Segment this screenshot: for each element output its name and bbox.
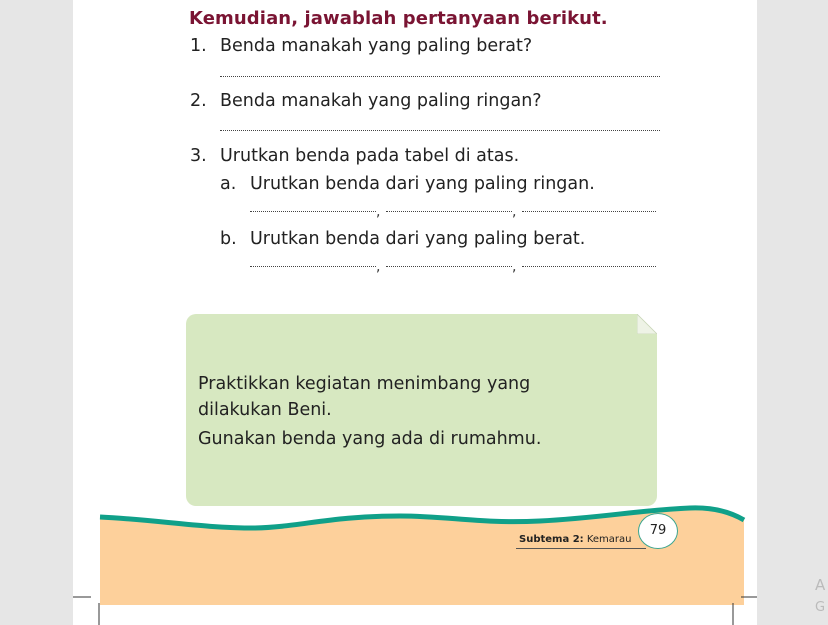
comma: , [376,259,381,275]
page-number: 79 [638,513,678,549]
subquestion-text: Urutkan benda dari yang paling berat. [250,229,586,249]
comma: , [376,204,381,220]
subtema-underline [516,548,646,549]
note-line-3: Gunakan benda yang ada di rumahmu. [198,429,542,449]
question-number: 3. [190,146,207,166]
instruction-heading: Kemudian, jawablah pertanyaan berikut. [189,8,608,29]
note-line-2: dilakukan Beni. [198,400,332,420]
question-text: Benda manakah yang paling ringan? [220,91,542,111]
subquestion-text: Urutkan benda dari yang paling ringan. [250,174,595,194]
subtema-label [519,534,632,545]
subquestion-letter: b. [220,229,237,249]
note-line-1: Praktikkan kegiatan menimbang yang [198,374,531,394]
comma: , [512,204,517,220]
subquestion-letter: a. [220,174,237,194]
question-text: Urutkan benda pada tabel di atas. [220,146,520,166]
comma: , [512,259,517,275]
question-text: Benda manakah yang paling berat? [220,36,533,56]
side-text-bottom: G [815,600,826,615]
question-number: 1. [190,36,207,56]
subtema-title: Kemarau [586,534,632,545]
question-number: 2. [190,91,207,111]
side-text-top: A [815,576,826,594]
subtema-number: Subtema 2: [519,534,584,545]
